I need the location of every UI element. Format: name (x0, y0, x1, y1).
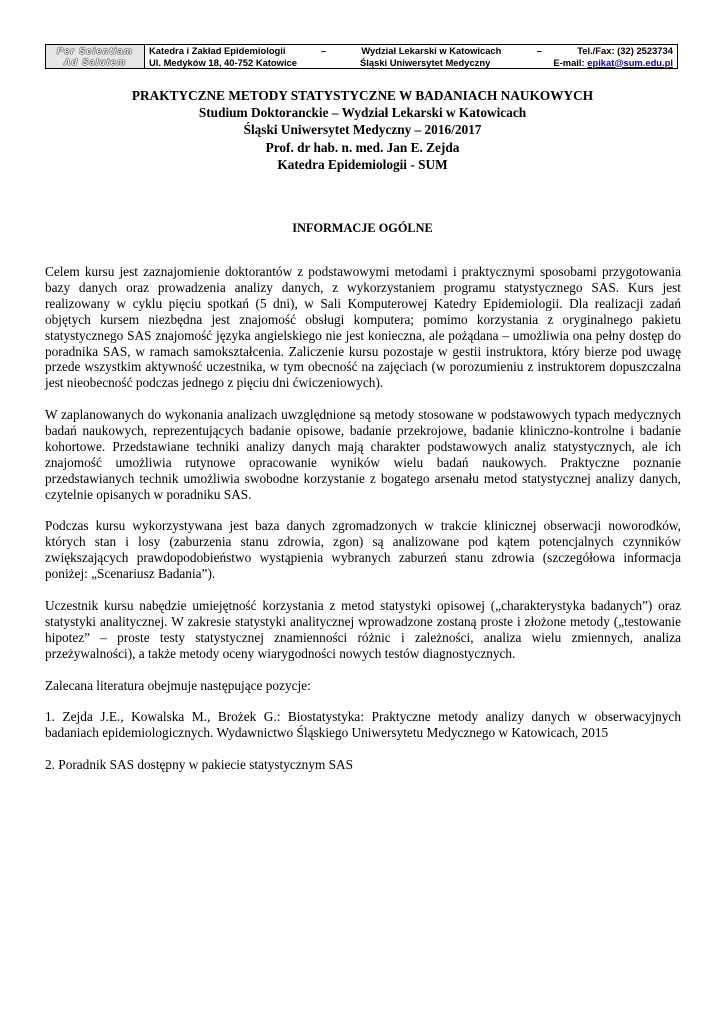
university-name: Śląski Uniwersytet Medyczny (360, 56, 491, 68)
department-name: Katedra i Zakład Epidemiologii (149, 45, 286, 56)
email-link[interactable]: epikat@sum.edu.pl (587, 56, 673, 68)
section-heading: INFORMACJE OGÓLNE (292, 221, 433, 235)
email-label: E-mail: (553, 56, 585, 68)
document-body (45, 264, 681, 789)
document-title: PRAKTYCZNE METODY STATYSTYCZNE W BADANIACH NAUKOWYCH (131, 88, 594, 103)
letterhead-row-1 (149, 45, 673, 57)
phone-fax: Tel./Fax: (32) 2523734 (577, 45, 673, 56)
instructor-name: Prof. dr hab. n. med. Jan E. Zejda (265, 139, 460, 155)
paragraph-course-goal: Celem kursu jest zaznajomienie doktorantów z podstawowymi metodami i praktycznymi sposobami przygotowania bazy danych oraz prowadzenia analizy danych, z wykorzystaniem programu statystycznego SAS. Kurs jest realizowany w cyklu pięciu spotkań (5 dni), w Sali Komputerowej Katedry Epidemiologii. Dla realizacji zadań objętych kursem niezbędna jest znajomość obsługi komputera; pomimo korzystania z oryginalnego pakietu statystycznego SAS znajomość języka angielskiego nie jest konieczna, ale pożądana – umożliwia ona pełny dostęp do poradnika SAS, w ramach samokształcenia. Zaliczenie kursu pozostaje w gestii instruktora, który bierze pod uwagę przede wszystkim aktywność uczestnika, w tym obecność na zajęciach (w porozumieniu z instruktorem dopuszczalna jest nieobecność podczas jednego z pięciu dni ćwiczeniowych). (45, 264, 681, 391)
university-year: Śląski Uniwersytet Medyczny – 2016/2017 (243, 122, 482, 138)
literature-item-2: 2. Poradnik SAS dostępny w pakiecie statystycznym SAS (45, 757, 354, 772)
paragraph-methods: W zaplanowanych do wykonania analizach uwzględnione są metody stosowane w podstawowych typach medycznych badań naukowych, reprezentujących badanie opisowe, badanie przekrojowe, badanie kliniczno-kontrolne i badanie kohortowe. Przedstawiane techniki analizy danych mają charakter podstawowych analiz statystycznych, ale ich znajomość umożliwia rutynowe opracowanie wyników wielu badań naukowych. Praktyczne poznanie przedstawianych technik umożliwia swobodne korzystanie z bogatego arsenału metod statystycznej analizy danych, czytelnie opisanych w poradniku SAS. (45, 407, 681, 502)
email-block (553, 57, 673, 69)
letterhead-contact-info (145, 45, 678, 69)
paragraph-database: Podczas kursu wykorzystywana jest baza danych zgromadzonych w trakcie klinicznej obserwacji noworodków, których stan i losy (zaburzenia stanu zdrowia, zgon) są analizowane pod kątem potencjalnych czynników zwiększających prawdopodobieństwo wystąpienia wybranych zaburzeń stanu zdrowia (szczegółowa informacja poniżej: „Scenariusz Badania”). (45, 518, 681, 582)
department-line: Katedra Epidemiologii - SUM (277, 156, 448, 172)
paragraph-literature-intro: Zalecana literatura obejmuje następujące pozycje: (45, 677, 311, 693)
faculty-name: Wydział Lekarski w Katowicach (361, 45, 502, 56)
letterhead-row-2 (149, 57, 673, 69)
letterhead (45, 44, 678, 69)
document-title-block (0, 87, 725, 173)
logo-motto-line2: Ad Salutem (63, 56, 127, 67)
literature-item-1: 1. Zejda J.E., Kowalska M., Brożek G.: Biostatystyka: Praktyczne metody analizy danych w obserwacyjnych badaniach epidemiologicznych. Wydawnictwo Śląskiego Uniwersytetu Medycznego w Katowicach, 2015 (45, 709, 681, 741)
program-name: Studium Doktoranckie – Wydział Lekarski w Katowicach (198, 105, 527, 121)
separator-dash: – (536, 45, 542, 56)
logo-motto-line1: Per Scientiam (56, 45, 134, 56)
separator-dash: – (320, 45, 327, 56)
university-motto-logo (46, 45, 145, 69)
postal-address: Ul. Medyków 18, 40-752 Katowice (149, 56, 297, 68)
paragraph-skills: Uczestnik kursu nabędzie umiejętność korzystania z metod statystyki opisowej („charakterystyka badanych”) oraz statystyki analitycznej. W zakresie statystyki analitycznej wprowadzone zostaną proste i złożone metody („testowanie hipotez” – proste testy statystycznej znamienności różnic i zależności, analiza wielu zmiennych, analiza przeżywalności), a także metody oceny wiarygodności nowych testów diagnostycznych. (45, 597, 681, 661)
